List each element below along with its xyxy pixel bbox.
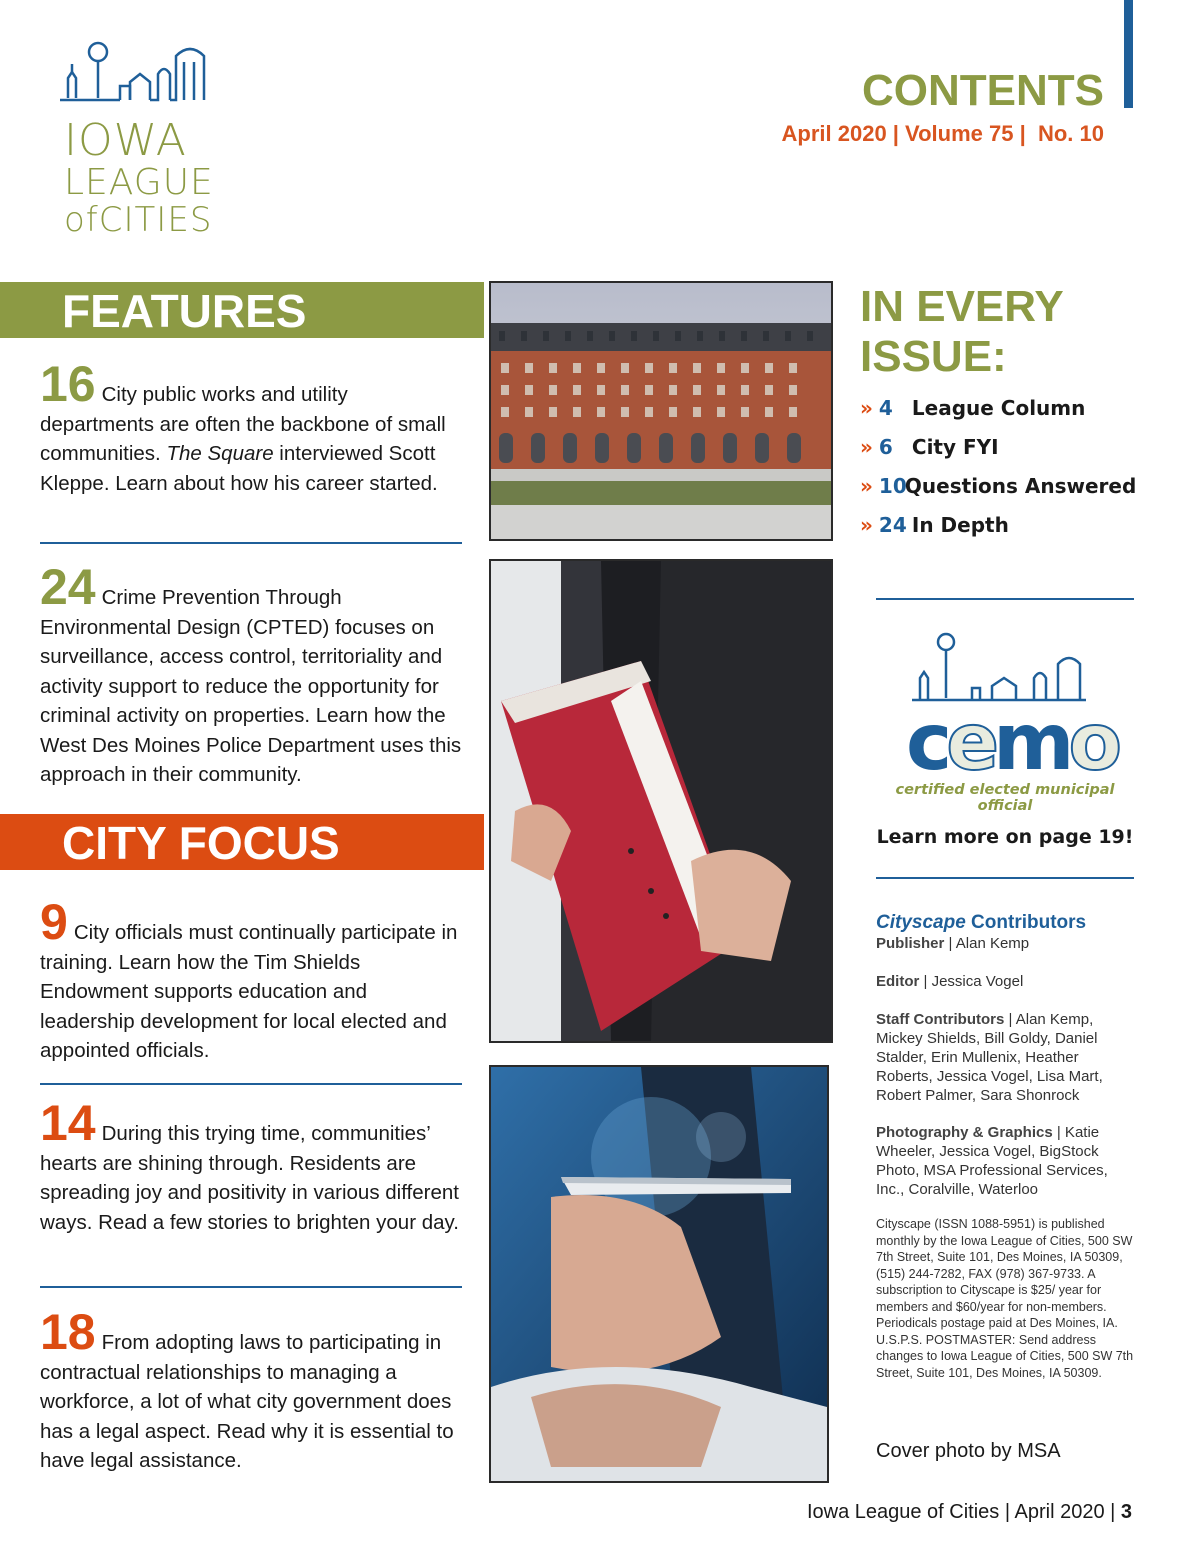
binder-photo [489, 559, 833, 1043]
credit-label: Publisher [876, 935, 945, 952]
item-label: In Depth [911, 513, 1009, 537]
photography-credit [876, 1123, 1138, 1199]
entry-text: City officials must continually participate in training. Learn how the Tim Shields Endowment supports education and leadership development for local elected and appointed officials. [40, 921, 458, 1062]
heading-text: Contributors [965, 912, 1087, 933]
header-accent-bar [1124, 0, 1133, 108]
skyline-icon [58, 38, 218, 110]
footer-text: Iowa League of Cities | April 2020 | [806, 1501, 1121, 1523]
city-focus-entry[interactable] [40, 1095, 466, 1237]
divider [40, 1083, 462, 1085]
divider [876, 877, 1134, 879]
city-focus-heading-bar [0, 814, 484, 870]
entry-text: During this trying time, communities’ hearts are shining through. Residents are spreading joy and positivity in various different ways. Read a few stories to brighten your day. [40, 1122, 459, 1234]
chevron-right-icon: » [860, 435, 873, 459]
publication-name: Cityscape [876, 912, 966, 933]
list-item[interactable] [860, 396, 1160, 435]
city-focus-heading: CITY FOCUS [62, 817, 340, 869]
chevron-right-icon: » [860, 474, 873, 498]
divider [40, 542, 462, 544]
page-footer [807, 1501, 1132, 1524]
in-every-issue-title: IN EVERY ISSUE: [860, 282, 1063, 381]
city-focus-entry[interactable] [40, 1304, 466, 1476]
credit-value: | Alan Kemp, Mickey Shields, Bill Goldy, Daniel Stalder, Erin Mullenix, Heather Roberts, Jessica Vogel, Lisa Mart, Robert Palmer, Sara Shonrock [876, 1011, 1103, 1104]
cemo-wordmark: cemo [906, 698, 1117, 788]
iowa-league-logo [58, 38, 218, 240]
page-number: 10 [878, 474, 907, 498]
credit-value: | Katie Wheeler, Jessica Vogel, BigStock Photo, MSA Professional Services, Inc., Coralville, Waterloo [876, 1124, 1108, 1198]
city-focus-entry[interactable] [40, 894, 466, 1066]
divider [40, 1286, 462, 1288]
features-heading-bar [0, 282, 484, 338]
divider [876, 598, 1134, 600]
logo-line-1: IOWA [64, 115, 187, 166]
feature-entry[interactable] [40, 356, 466, 498]
chevron-right-icon: » [860, 513, 873, 537]
page-number: 16 [40, 356, 96, 412]
issue-info: April 2020 | Volume 75 | No. 10 [781, 121, 1104, 146]
page-number: 6 [878, 435, 893, 459]
cemo-tagline: certified elected municipal official [895, 782, 1115, 814]
entry-text: City public works and utility departments are often the backbone of small communities. [40, 383, 446, 465]
logo-line-3: ofCITIES [64, 200, 213, 240]
cemo-logo[interactable] [876, 628, 1134, 808]
item-label: Questions Answered [904, 474, 1137, 498]
page-number: 9 [40, 894, 68, 950]
feature-entry[interactable] [40, 559, 466, 790]
list-item[interactable] [860, 435, 1160, 474]
features-heading: FEATURES [62, 285, 307, 337]
page-number: 3 [1120, 1501, 1132, 1523]
cover-photo-credit: Cover photo by MSA [876, 1440, 1061, 1462]
credit-value: | Jessica Vogel [919, 973, 1024, 990]
in-every-issue-list [860, 396, 1160, 552]
item-label: City FYI [911, 435, 999, 459]
entry-text: From adopting laws to participating in contractual relationships to managing a workforce, a lot of what city government does has a legal aspect. Read why it is essential to have legal assistance. [40, 1331, 454, 1472]
staff-credit [876, 1010, 1138, 1105]
credit-label: Photography & Graphics [876, 1124, 1053, 1141]
credit-label: Staff Contributors [876, 1011, 1005, 1028]
contributors-heading [876, 912, 1086, 934]
page-number: 24 [878, 513, 907, 537]
entry-text: Crime Prevention Through Environmental Design (CPTED) focuses on surveillance, access control, territoriality and activity support to reduce the opportunity for criminal activity on properties. Learn how the West Des Moines Police Department uses this approach in their community. [40, 586, 462, 786]
page-title: CONTENTS [862, 66, 1104, 115]
editor-credit [876, 972, 1138, 991]
building-photo [489, 281, 833, 541]
list-item[interactable] [860, 513, 1160, 552]
tablet-photo [489, 1065, 829, 1483]
publication-name: The Square [166, 442, 274, 465]
credit-value: | Alan Kemp [944, 935, 1030, 952]
entry-text: interviewed Scott Kleppe. Learn about how his career started. [40, 442, 438, 495]
page-number: 14 [40, 1095, 96, 1151]
logo-line-2: LEAGUE [64, 162, 214, 203]
credit-label: Editor [876, 973, 920, 990]
list-item[interactable] [860, 474, 1160, 513]
page-number: 24 [40, 559, 96, 615]
publisher-credit [876, 934, 1138, 953]
page-number: 18 [40, 1304, 96, 1360]
chevron-right-icon: » [860, 396, 873, 420]
learn-more-link[interactable]: Learn more on page 19! [876, 826, 1134, 848]
item-label: League Column [911, 396, 1086, 420]
publication-fine-print: Cityscape (ISSN 1088-5951) is published monthly by the Iowa League of Cities, 500 SW 7th Street, Suite 101, Des Moines, IA 50309, (515) 244-7282, FAX (978) 367-9733. A subscription to Cityscape is $25/ year for members and $60/year for non-members. Periodicals postage paid at Des Moines, IA. U.S.P.S. POSTMASTER: Send address changes to Iowa League of Cities, 500 SW 7th Street, Suite 101, Des Moines, IA 50309. [876, 1217, 1134, 1380]
page-number: 4 [878, 396, 893, 420]
